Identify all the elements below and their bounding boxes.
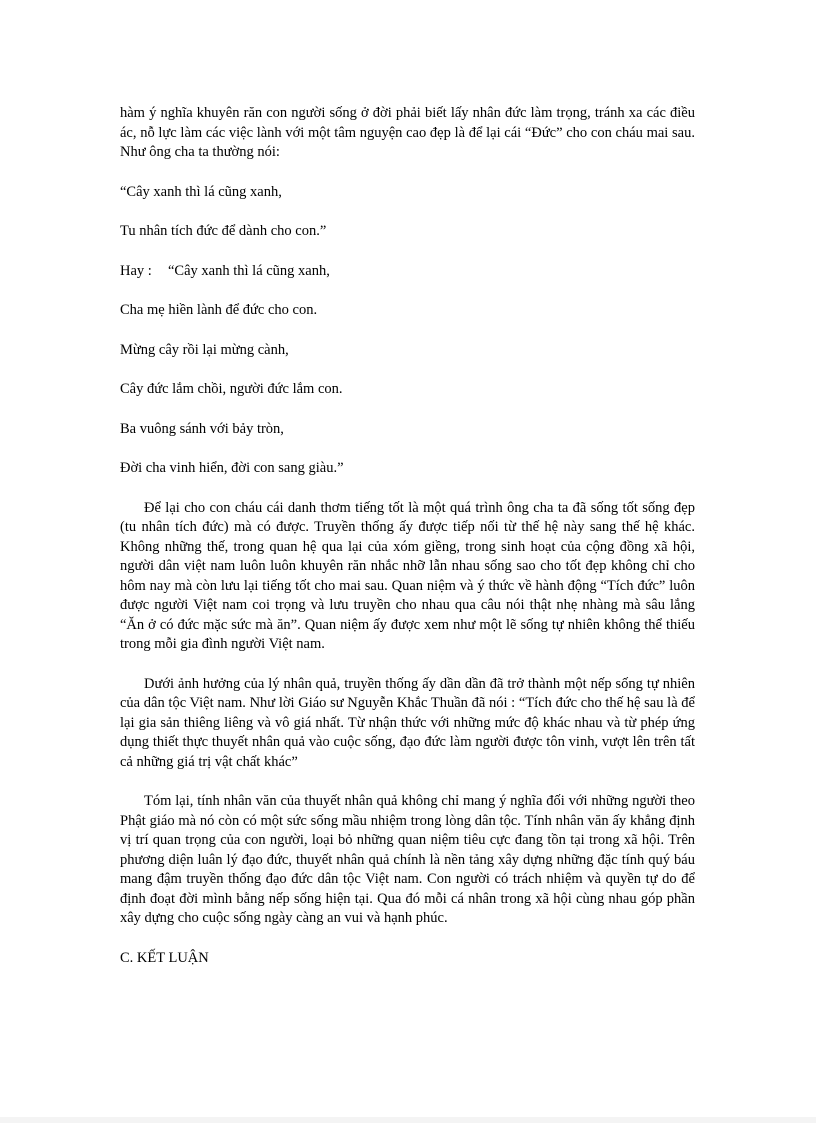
body-paragraph-3: Dưới ảnh hưởng của lý nhân quả, truyền thống ấy dần dần đã trở thành một nếp sống tự nhiên của dân tộc Việt nam. Như lời Giáo sư Nguyễn Khắc Thuần đã nói : “Tích đức cho thế hệ sau là để lại gia sản thiêng liêng và vô giá nhất. Từ nhận thức với những mức độ khác nhau và từ phép ứng dụng thiết thực thuyết nhân quả vào cuộc sống, đạo đức làm người được tôn vinh, vượt lên trên tất cả những giá trị vật chất khác”: [120, 675, 695, 770]
body-paragraph-4: Tóm lại, tính nhân văn của thuyết nhân quả không chỉ mang ý nghĩa đối với những người theo Phật giáo mà nó còn có một sức sống mầu nhiệm trong lòng dân tộc. Tính nhân văn ấy khẳng định vị trí quan trọng của con người, loại bỏ những quan niệm tiêu cực đang tồn tại trong xã hội. Trên phương diện luân lý đạo đức, thuyết nhân quả chính là nền tảng xây dựng những đặc tính quý báu mang đậm truyền thống đạo đức dân tộc Việt nam. Con người có trách nhiệm và quyền tự do để định đoạt đời mình bằng nếp sống hiện tại. Qua đó mỗi cá nhân trong xã hội cùng nhau góp phần xây dựng cho cuộc sống ngày càng an vui và hạnh phúc.: [120, 793, 695, 926]
verse-2-line-6: Đời cha vinh hiển, đời con sang giàu.”: [120, 460, 344, 476]
verse-2-line-4: Cây đức lắm chồi, người đức lắm con.: [120, 381, 343, 397]
page-bottom-edge: [0, 1117, 816, 1123]
intro-paragraph: hàm ý nghĩa khuyên răn con người sống ở đời phải biết lấy nhân đức làm trọng, tránh xa các điều ác, nỗ lực làm các việc lành với một tâm nguyện cao đẹp là để lại cái “Đức” cho con cháu mai sau. Như ông cha ta thường nói:: [120, 105, 695, 160]
page-content: [120, 104, 695, 968]
section-heading: C. KẾT LUẬN: [120, 949, 209, 966]
verse-1-line-2: Tu nhân tích đức để dành cho con.”: [120, 223, 327, 239]
verse-1-line-1: “Cây xanh thì lá cũng xanh,: [120, 183, 282, 200]
verse-prefix: Hay :: [120, 262, 152, 279]
verse-2-line-2: Cha mẹ hiền lành để đức cho con.: [120, 302, 318, 318]
verse-2-line-3: Mừng cây rồi lại mừng cành,: [120, 341, 289, 358]
verse-2-line-1: [120, 262, 695, 282]
body-paragraph-2: Để lại cho con cháu cái danh thơm tiếng tốt là một quá trình ông cha ta đã sống tốt sống đẹp (tu nhân tích đức) mà có được. Truyền thống ấy được tiếp nối từ thế hệ này sang thế hệ khác. Không những thế, trong quan hệ qua lại của xóm giềng, trong sinh hoạt của cộng đồng xã hội, người dân việt nam luôn luôn khuyên răn nhắc nhỡ lẫn nhau sống sao cho tốt đẹp không chỉ cho hôm nay mà còn lưu lại tiếng tốt cho mai sau. Quan niệm và ý thức về hành động “Tích đức” luôn được người Việt nam coi trọng và lưu truyền cho nhau qua câu nói thật nhẹ nhàng mà sâu lắng “Ăn ở có đức mặc sức mà ăn”. Quan niệm ấy được xem như một lẽ sống tự nhiên không thể thiếu trong mỗi gia đình người Việt nam.: [120, 499, 695, 652]
verse-2-line-1-text: “Cây xanh thì lá cũng xanh,: [168, 262, 330, 279]
verse-2-line-5: Ba vuông sánh với bảy tròn,: [120, 420, 284, 437]
